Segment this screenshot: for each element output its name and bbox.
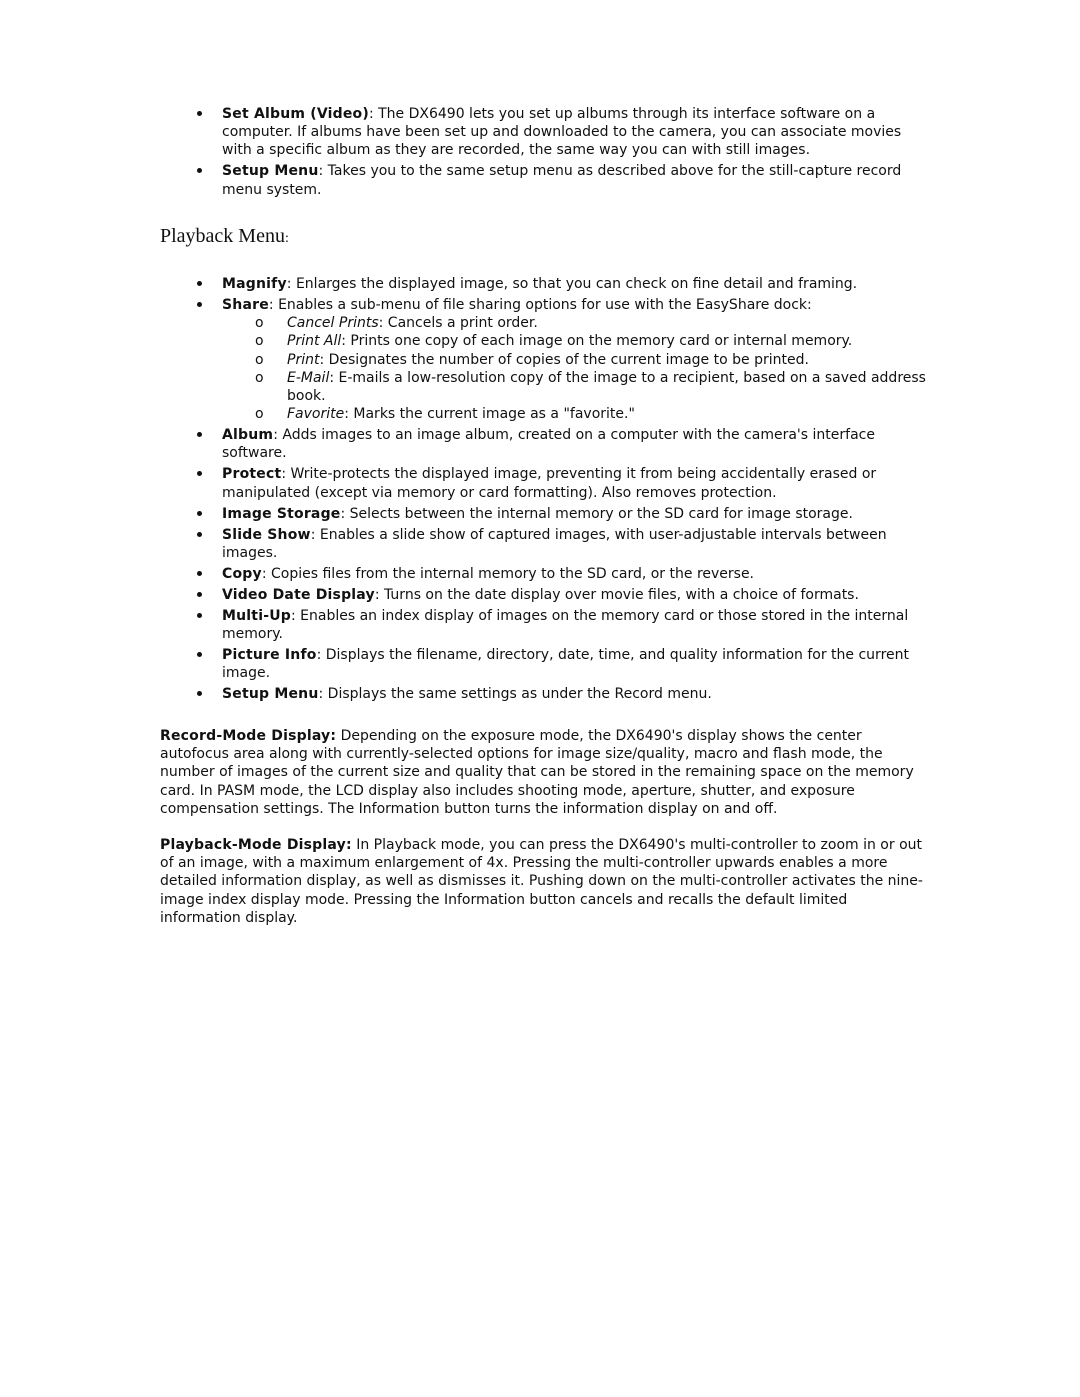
sub-item-term: Print All <box>287 333 342 350</box>
list-item <box>160 586 930 604</box>
item-text: : Displays the same settings as under the Record menu. <box>318 686 712 703</box>
sub-item-term: Cancel Prints <box>287 315 379 332</box>
list-item <box>160 505 930 523</box>
item-term: Set Album (Video) <box>222 106 369 122</box>
item-term: Image Storage <box>222 505 341 522</box>
item-term: Album <box>222 427 274 444</box>
list-item <box>160 162 930 198</box>
list-item <box>160 526 930 562</box>
sub-item-term: Print <box>287 351 320 368</box>
list-item <box>160 607 930 643</box>
sub-item-text: : E-mails a low-resolution copy of the image to a recipient, based on a saved address book. <box>287 369 926 405</box>
item-text: : Adds images to an image album, created on a computer with the camera's interface software. <box>222 427 875 462</box>
playback-bullet-list <box>160 275 930 706</box>
item-term: Protect <box>222 466 282 483</box>
paragraph-text: In Playback mode, you can press the DX6490's multi-controller to zoom in or out of an image, with a maximum enlargement of 4x. Pressing the multi-controller upwards enables a more detailed information display, as well as dismisses it. Pushing down on the multi-controller activates the nine-image index display mode. Pressing the Information button cancels and recalls the default limited information display. <box>160 837 923 926</box>
item-text: : Selects between the internal memory or the SD card for image storage. <box>340 505 853 522</box>
item-text: : Takes you to the same setup menu as described above for the still-capture record menu system. <box>222 163 902 198</box>
item-text: : Enables a slide show of captured images, with user-adjustable intervals between images. <box>222 526 887 561</box>
top-bullet-list <box>160 105 930 202</box>
item-term: Share <box>222 297 269 313</box>
item-term: Multi-Up <box>222 607 291 624</box>
section-heading: Playback Menu: <box>160 225 289 247</box>
item-text: : The DX6490 lets you set up albums through its interface software on a computer. If albums have been set up and downloaded to the camera, you can associate movies with a specific album as they are recorded, the same way you can with still images. <box>222 106 902 159</box>
item-text: : Enables a sub-menu of file sharing options for use with the EasyShare dock: <box>268 297 812 313</box>
record-mode-paragraph <box>160 727 928 818</box>
sub-item-text: : Designates the number of copies of the current image to be printed. <box>319 351 809 368</box>
item-term: Setup Menu <box>222 686 319 703</box>
paragraph-text: Depending on the exposure mode, the DX6490's display shows the center autofocus area along with currently-selected options for image size/quality, macro and flash mode, the number of images of the current size and quality that can be stored in the remaining space on the memory card. In PASM mode, the LCD display also includes shooting mode, aperture, shutter, and exposure compensation settings. The Information button turns the information display on and off. <box>160 728 914 817</box>
item-text: : Turns on the date display over movie files, with a choice of formats. <box>374 586 859 603</box>
list-item <box>160 105 930 160</box>
sub-item-text: : Marks the current image as a "favorite." <box>344 406 635 423</box>
sub-list-item <box>222 332 930 350</box>
item-text: : Enlarges the displayed image, so that you can check on fine detail and framing. <box>286 276 858 292</box>
list-item <box>160 685 930 703</box>
item-text: : Copies files from the internal memory to the SD card, or the reverse. <box>261 565 755 582</box>
item-term: Picture Info <box>222 647 317 664</box>
list-item <box>160 465 930 501</box>
sub-list-item <box>222 405 930 423</box>
list-item <box>160 426 930 462</box>
list-item <box>160 275 930 293</box>
paragraph-term: Playback-Mode Display: <box>160 837 352 853</box>
sub-item-text: : Prints one copy of each image on the memory card or internal memory. <box>341 333 853 350</box>
item-text: : Displays the filename, directory, date, time, and quality information for the current image. <box>222 647 909 682</box>
paragraph-term: Record-Mode Display: <box>160 728 337 744</box>
list-item <box>160 565 930 583</box>
item-text: : Write-protects the displayed image, preventing it from being accidentally erased or manipulated (except via memory or card formatting). Also removes protection. <box>222 466 877 501</box>
item-term: Video Date Display <box>222 586 375 603</box>
sub-item-term: Favorite <box>287 406 345 423</box>
share-sub-list <box>222 314 930 423</box>
item-term: Slide Show <box>222 526 311 543</box>
item-term: Copy <box>222 565 262 582</box>
sub-list-item <box>222 314 930 332</box>
sub-item-term: E-Mail <box>287 369 330 386</box>
sub-list-item <box>222 369 930 405</box>
item-term: Setup Menu <box>222 163 319 180</box>
sub-list-item <box>222 351 930 369</box>
playback-mode-paragraph <box>160 836 928 927</box>
list-item <box>160 296 930 423</box>
item-term: Magnify <box>222 276 287 292</box>
sub-item-text: : Cancels a print order. <box>378 315 538 332</box>
list-item <box>160 646 930 682</box>
item-text: : Enables an index display of images on the memory card or those stored in the internal memory. <box>222 607 909 643</box>
